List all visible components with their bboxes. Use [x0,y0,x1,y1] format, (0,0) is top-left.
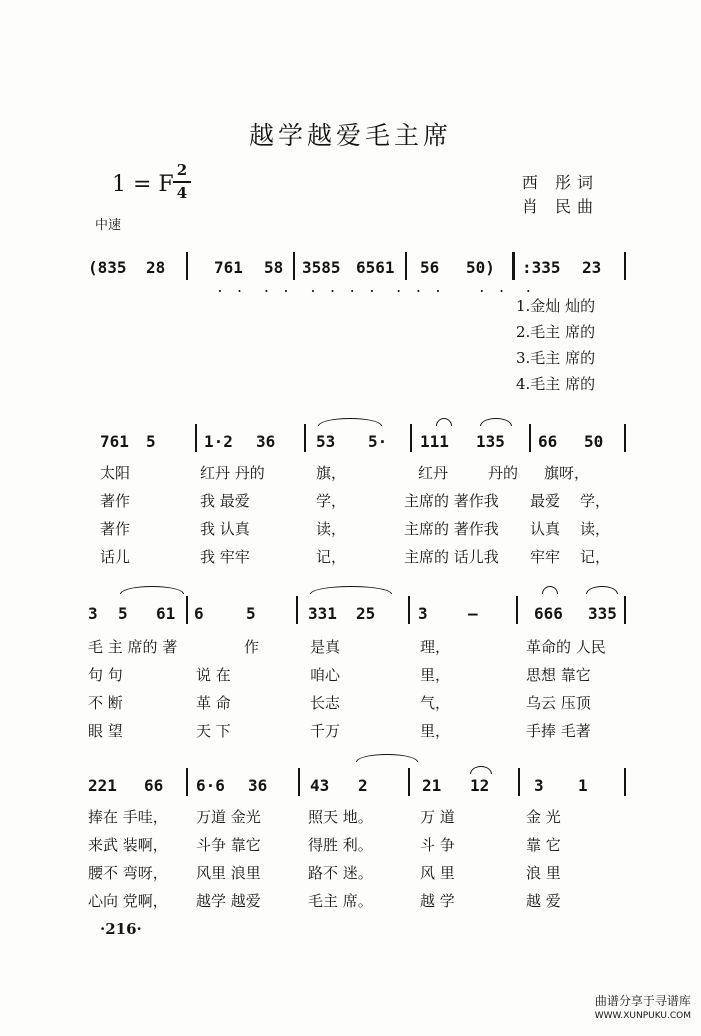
notation-token: 3585 [302,258,341,277]
lyric: 毛 主 席的 著 [88,638,178,656]
verse-start: 1.金灿 灿的 [516,297,596,315]
lyric: 里， [420,722,451,740]
lyric: 学， [580,492,611,510]
lyric: 手捧 毛著 [526,722,591,740]
lyric: 读， [316,520,347,538]
notation-token: 761 [214,258,243,277]
barline [624,424,626,452]
repeat-barline [512,252,515,280]
tempo-marking: 中速 [95,218,122,233]
lyric: 风 里 [420,864,455,882]
notation-token: (835 [88,258,127,277]
lyric: 万道 金光 [196,808,261,826]
lyric: 革 命 [196,694,231,712]
lyric: 浪 里 [526,864,561,882]
barline [298,768,300,796]
notation-token: 25 [356,604,376,623]
lyric: 作 [244,638,260,656]
notation-token: 56 [420,258,440,277]
lyric: 记， [580,548,611,566]
slur [120,586,184,594]
page-number: ·216· [100,920,142,938]
barline [516,596,518,624]
lyric: 越学 越爱 [196,892,261,910]
song-title: 越学越爱毛主席 [248,121,452,150]
lyric: 里， [420,666,451,684]
barline [408,768,410,796]
barline [296,596,298,624]
lyric: 丹的 [488,464,519,482]
barline [195,424,197,452]
notation-token: 331 [308,604,337,623]
watermark [595,994,691,1024]
notation-token: 50 [584,432,604,451]
lyric: 句 句 [88,666,123,684]
lyric: 天 下 [196,722,231,740]
lyric: 斗争 靠它 [196,836,261,854]
barline [624,768,626,796]
notation-token: 12 [470,776,490,795]
lyric: 毛主 席。 [308,892,373,910]
notation-token: 3 [88,604,98,623]
notation-token: 2 [358,776,368,795]
lyric: 眼 望 [88,722,123,740]
notation-row-4 [88,776,626,800]
notation-token: 58 [264,258,284,277]
notation-token: 335 [588,604,617,623]
notation-token: 3 [534,776,544,795]
barline [186,252,188,280]
notation-token: 5· [368,432,388,451]
slur [480,418,512,426]
lyric: 太阳 [100,464,131,482]
notation-token: 66 [144,776,164,795]
notation-token: 6·6 [196,776,225,795]
slur [586,586,618,594]
lyric: 来武 装啊， [88,836,168,854]
lyric: 话儿 [100,548,131,566]
barline [410,424,412,452]
notation-token: 666 [534,604,563,623]
lyric: 腰不 弯呀， [88,864,168,882]
lyric: 金 光 [526,808,561,826]
verse-start: 4.毛主 席的 [516,375,596,393]
notation-token: 43 [310,776,330,795]
lyric: 捧在 手哇， [88,808,168,826]
lyric: 千万 [310,722,341,740]
slur [318,418,382,426]
slur [542,586,558,594]
lyric: 主席的 著作我 [404,520,499,538]
lyric: 旗， [316,464,347,482]
notation-token: 111 [420,432,449,451]
lyric: 是真 [310,638,341,656]
watermark-url: WWW.XUNPUKU.COM [594,1011,691,1021]
lyric: 我 最爱 [200,492,250,510]
lyric: 最爱 [530,492,561,510]
barline [624,596,626,624]
lyric: 风里 浪里 [196,864,261,882]
time-signature-bottom: 4 [176,184,188,202]
lyric: 长志 [310,694,341,712]
notation-token: 50) [466,258,495,277]
lyric: 记， [316,548,347,566]
notation-token: 28 [146,258,166,277]
watermark-text: 曲谱分享于寻谱库 [594,994,691,1008]
notation-token: 1·2 [204,432,233,451]
lyric: 靠 它 [526,836,561,854]
lyric: 著作 [100,492,131,510]
barline [518,768,520,796]
lyric: 万 道 [420,808,455,826]
lyric: 我 牢牢 [200,548,250,566]
lyric: 得胜 利。 [308,836,373,854]
notation-row-2 [88,432,626,456]
lyric: 路不 迷。 [308,864,373,882]
lyric: 理， [420,638,451,656]
notation-token: 66 [538,432,558,451]
notation-row-1 [88,258,626,282]
lyric: 红丹 丹的 [200,464,265,482]
notation-token: 53 [316,432,336,451]
time-signature [173,162,191,202]
lyric: 气， [420,694,451,712]
notation-token: 61 [156,604,176,623]
notation-token: 5 [246,604,256,623]
notation-token: 5 [118,604,128,623]
notation-token: 5 [146,432,156,451]
barline [293,252,295,280]
lyric: 革命的 人民 [526,638,606,656]
composer-credit: 肖 民曲 [521,197,599,216]
notation-token: 761 [100,432,129,451]
lyric: 牢牢 [530,548,561,566]
notation-token: 23 [582,258,602,277]
notation-token: 6 [194,604,204,623]
barline [304,424,306,452]
octave-dots: · · · · · · · · · · · · · · [218,285,537,298]
slur [310,586,392,594]
notation-token: 3 [418,604,428,623]
notation-row-3 [88,604,626,628]
key-signature: 1 = F [112,172,174,197]
lyric: 越 学 [420,892,455,910]
verse-start: 2.毛主 席的 [516,323,596,341]
notation-token: 21 [422,776,442,795]
lyric: 不 断 [88,694,123,712]
lyric: 读， [580,520,611,538]
lyric: 咱心 [310,666,341,684]
notation-token: 135 [476,432,505,451]
barline [186,768,188,796]
barline [405,252,407,280]
time-signature-top: 2 [176,161,188,179]
notation-token: 221 [88,776,117,795]
lyric: 说 在 [196,666,231,684]
notation-token: 1 [578,776,588,795]
lyric: 斗 争 [420,836,455,854]
verse-start: 3.毛主 席的 [516,349,596,367]
barline [529,424,531,452]
notation-token: 6561 [356,258,395,277]
lyric: 思想 靠它 [526,666,591,684]
slur [356,754,418,762]
lyric: 越 爱 [526,892,561,910]
notation-token: 36 [248,776,268,795]
notation-token: 36 [256,432,276,451]
lyric: 心向 党啊， [88,892,168,910]
slur [436,418,452,426]
lyric: 学， [316,492,347,510]
notation-token: :335 [522,258,561,277]
barline [624,252,626,280]
lyric: 主席的 著作我 [404,492,499,510]
lyricist-credit: 西 彤词 [521,173,599,192]
lyric: 照天 地。 [308,808,373,826]
slur [470,766,492,774]
lyric: 著作 [100,520,131,538]
lyric: 我 认真 [200,520,250,538]
lyric: 认真 [530,520,561,538]
lyric: 红丹 [418,464,449,482]
lyric: 主席的 话儿我 [404,548,499,566]
lyric: 乌云 压顶 [526,694,591,712]
notation-token: — [468,604,478,623]
barline [408,596,410,624]
barline [186,596,188,624]
lyric: 旗呀， [544,464,590,482]
